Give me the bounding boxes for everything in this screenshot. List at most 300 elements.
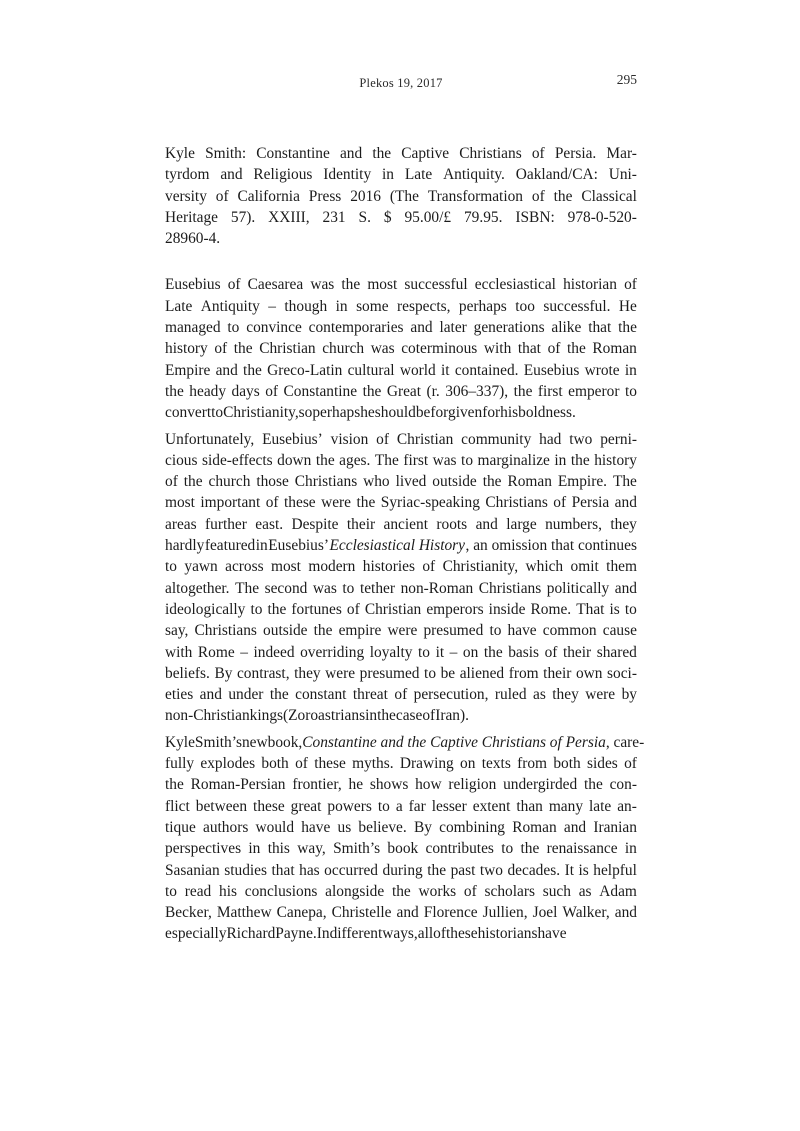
word: persecution, <box>413 686 489 704</box>
word: church <box>208 473 251 491</box>
word: has <box>299 861 320 879</box>
word: these <box>445 925 478 943</box>
word: is <box>578 861 589 879</box>
word: of <box>544 643 558 661</box>
word: tyrdom <box>165 166 210 184</box>
word: of <box>346 600 360 618</box>
word: these <box>284 494 316 512</box>
word: both <box>261 755 289 773</box>
word: ideologically <box>165 600 246 618</box>
text-line <box>165 796 637 817</box>
word: book <box>387 840 419 858</box>
word: shows <box>369 776 409 794</box>
word: Rome <box>197 643 235 661</box>
word: the <box>362 382 382 400</box>
word: In <box>316 925 330 943</box>
text-line <box>165 296 637 317</box>
word: Christians <box>459 145 522 162</box>
word: it <box>441 361 450 379</box>
word: the <box>618 319 637 337</box>
word: world <box>399 361 436 379</box>
text-line <box>165 143 637 164</box>
word: in <box>624 361 637 379</box>
word: hardly <box>165 537 205 555</box>
word: past <box>450 861 476 879</box>
text-line <box>165 492 637 513</box>
text-line <box>165 753 637 774</box>
word: was <box>312 579 337 597</box>
word: Christian <box>396 430 454 448</box>
word: they <box>552 686 579 704</box>
word: of <box>624 755 637 773</box>
text-line <box>165 642 637 663</box>
word: tether <box>359 579 395 597</box>
word: Christelle <box>331 904 392 922</box>
word: days <box>231 382 260 400</box>
word: perspectives <box>165 840 242 858</box>
word: the <box>372 145 392 162</box>
word: important <box>200 494 261 512</box>
word: Despite <box>291 515 339 533</box>
word: outside <box>263 622 308 640</box>
word: tique <box>165 818 196 836</box>
word: (Zoroastrians <box>283 707 366 725</box>
word: to <box>165 882 177 900</box>
word: new <box>241 733 268 751</box>
word: would <box>255 818 295 836</box>
word: Antiquity. <box>443 166 505 184</box>
word: in <box>365 707 378 725</box>
running-head <box>165 72 637 94</box>
word: ancient <box>383 515 428 533</box>
word: in <box>248 840 261 858</box>
word: Canepa, <box>276 904 327 922</box>
word: The <box>612 473 637 491</box>
word: Smith’s <box>194 733 242 751</box>
word: and <box>410 319 433 337</box>
word: sides <box>587 755 618 773</box>
word: than <box>516 797 543 815</box>
word: Caesarea <box>247 276 304 294</box>
word: of <box>295 755 308 773</box>
word: Late <box>404 166 433 184</box>
word: Uni- <box>608 166 637 184</box>
text-line <box>165 923 637 944</box>
word: Christianity, <box>223 404 299 422</box>
word: those <box>256 473 289 491</box>
word: – <box>268 297 276 315</box>
word: Oakland/CA: <box>515 166 598 184</box>
text-line <box>165 774 637 795</box>
text-line <box>165 360 637 381</box>
text-line <box>165 620 637 641</box>
word: of <box>463 882 477 900</box>
word: The <box>374 451 399 469</box>
word: side-effects <box>202 451 273 469</box>
word: – <box>449 643 458 661</box>
word: Great <box>386 382 422 400</box>
text-line <box>165 402 637 423</box>
word: generations <box>473 319 545 337</box>
word: Captive <box>401 145 450 162</box>
word: Roman <box>512 818 557 836</box>
word: were <box>325 664 356 682</box>
word: 57). <box>230 208 256 226</box>
word: Roman <box>592 340 637 358</box>
word: Smith: <box>205 145 247 162</box>
word: of <box>376 430 389 448</box>
word: ages. <box>339 451 371 469</box>
word: to <box>211 404 224 422</box>
word: Roman <box>507 473 552 491</box>
word: from <box>508 664 539 682</box>
word: 28960-4. <box>165 230 221 248</box>
word: Christian <box>364 600 422 618</box>
word: Identity <box>323 166 372 184</box>
word: Persia. <box>554 145 597 162</box>
text-line <box>165 514 637 535</box>
word: and <box>614 494 637 512</box>
word: (r. <box>426 382 440 400</box>
word: to <box>377 797 390 815</box>
word: presumed <box>359 664 420 682</box>
word: Religious <box>253 166 313 184</box>
word: contributes <box>425 840 494 858</box>
word: history <box>165 340 208 358</box>
word: later <box>439 319 467 337</box>
word: Walker, <box>562 904 610 922</box>
word: further <box>205 515 247 533</box>
word: with <box>165 643 193 661</box>
word: The <box>235 579 260 597</box>
word: both <box>553 755 581 773</box>
word: as <box>578 882 592 900</box>
text-line <box>165 471 637 492</box>
word: these <box>253 797 285 815</box>
word: and <box>215 361 238 379</box>
word: and <box>614 579 637 597</box>
word: down <box>277 451 312 469</box>
word: flict <box>165 797 190 815</box>
word: have <box>507 622 537 640</box>
word: Iran). <box>435 707 469 725</box>
word: the <box>583 776 603 794</box>
word: in <box>624 840 637 858</box>
word: and <box>475 515 498 533</box>
word: , an omission that continues <box>465 537 637 555</box>
word: to <box>165 558 177 576</box>
word: decades. <box>507 861 561 879</box>
word: religion <box>448 776 497 794</box>
word: two <box>479 861 503 879</box>
text-line <box>165 705 637 726</box>
word: indeed <box>253 643 295 661</box>
word: he <box>348 776 364 794</box>
word: outside <box>432 473 477 491</box>
word: under <box>228 686 264 704</box>
word: to <box>624 600 637 618</box>
word: histories <box>362 558 415 576</box>
word: his <box>500 404 519 422</box>
word: they <box>294 664 321 682</box>
word: large <box>506 515 537 533</box>
word: book, <box>267 733 303 751</box>
word: the <box>356 494 376 512</box>
word: his <box>219 882 237 900</box>
word: contemporaries <box>308 319 404 337</box>
word: Transformation <box>427 187 524 205</box>
word: in <box>255 537 268 555</box>
word: read <box>184 882 212 900</box>
word: authors <box>203 818 249 836</box>
word: was <box>310 276 335 294</box>
word: heady <box>189 382 227 400</box>
word: east. <box>255 515 284 533</box>
word: combining <box>439 818 505 836</box>
word: conclusions <box>244 882 318 900</box>
word: the <box>482 473 502 491</box>
word: renaissance <box>546 840 618 858</box>
word: too <box>515 297 535 315</box>
word: Smith’s <box>333 840 381 858</box>
text-line <box>165 902 637 923</box>
text-line <box>165 450 637 471</box>
word: the <box>553 187 573 205</box>
word: say, <box>165 622 189 640</box>
text-line <box>165 381 637 402</box>
word: from <box>517 755 548 773</box>
word: the <box>165 382 184 400</box>
word: so <box>298 404 313 422</box>
word: S. <box>358 208 371 226</box>
word: first <box>403 451 429 469</box>
word: That <box>576 600 605 618</box>
word: first <box>537 382 563 400</box>
word: history <box>594 451 637 469</box>
word: Jullien, <box>482 904 528 922</box>
word: Press <box>308 187 342 205</box>
word: convince <box>246 319 302 337</box>
word: Payne. <box>275 925 317 943</box>
word: extent <box>472 797 511 815</box>
word: two <box>569 430 593 448</box>
word: of <box>394 686 408 704</box>
word: Mar- <box>606 145 637 162</box>
word: Christians <box>485 494 548 512</box>
word: Eusebius’ <box>268 537 329 555</box>
word: of <box>265 494 279 512</box>
word: It <box>564 861 574 879</box>
word: con- <box>609 776 637 794</box>
word: late <box>589 797 612 815</box>
word: Florence <box>423 904 478 922</box>
para-two-pernicious-side-effects <box>165 429 637 727</box>
word: the <box>267 600 287 618</box>
word: and <box>563 818 587 836</box>
word: the <box>570 451 590 469</box>
word: 79.95. <box>463 208 503 226</box>
word: convert <box>165 404 212 422</box>
word: in <box>554 451 567 469</box>
text-line <box>165 881 637 902</box>
word: By <box>214 664 233 682</box>
word: most <box>367 276 398 294</box>
word: Joel <box>532 904 558 922</box>
word: emperor <box>568 382 620 400</box>
word: 231 <box>322 208 346 226</box>
word: versity <box>165 187 207 205</box>
word: non-Christian <box>165 707 250 725</box>
word: to <box>418 643 431 661</box>
word: on <box>460 755 476 773</box>
word: Rome. <box>530 600 572 618</box>
word: works <box>418 882 457 900</box>
word: loyalty <box>369 643 413 661</box>
word: altogether. <box>165 579 230 597</box>
word: marginalize <box>477 451 550 469</box>
word: alike <box>551 319 582 337</box>
text-line <box>165 274 637 295</box>
word: fully <box>165 755 195 773</box>
word: them <box>606 558 637 576</box>
word: of <box>215 187 229 205</box>
word: had <box>539 430 562 448</box>
word: have <box>537 925 567 943</box>
word: Eusebius’ <box>262 430 323 448</box>
word: texts <box>481 755 511 773</box>
word: great <box>290 797 322 815</box>
word: overriding <box>300 643 365 661</box>
word: ruled <box>494 686 527 704</box>
word: of <box>531 145 545 162</box>
word: 2016 <box>350 187 381 205</box>
word: to <box>489 622 502 640</box>
word: common <box>542 622 597 640</box>
word: was <box>432 451 457 469</box>
word: across <box>225 558 264 576</box>
word: Drawing <box>399 755 454 773</box>
word: kings <box>249 707 284 725</box>
word: 95.00/£ <box>404 208 452 226</box>
word: perhaps <box>458 297 507 315</box>
word: featured <box>204 537 256 555</box>
word: be <box>440 664 456 682</box>
word: powers <box>327 797 372 815</box>
word: perhaps <box>312 404 361 422</box>
word: by <box>621 686 637 704</box>
word: Adam <box>599 882 637 900</box>
word: the <box>483 643 503 661</box>
word: and <box>199 686 222 704</box>
word: the <box>165 776 184 794</box>
word: omit <box>570 558 599 576</box>
word: California <box>237 187 300 205</box>
word: Becker, <box>165 904 212 922</box>
text-line <box>165 556 637 577</box>
word: the <box>183 473 203 491</box>
word: Antiquity <box>200 297 260 315</box>
word: most <box>165 494 195 512</box>
word: Eusebius <box>165 276 221 294</box>
text-line <box>165 317 637 338</box>
word: the <box>513 382 533 400</box>
word: Eusebius <box>523 361 580 379</box>
word: is <box>609 600 620 618</box>
word: that <box>517 340 541 358</box>
word: beliefs. <box>165 664 210 682</box>
word: basis <box>508 643 540 661</box>
word: forgiven <box>430 404 483 422</box>
word: aliened <box>459 664 505 682</box>
word: politically <box>546 579 610 597</box>
word: were <box>585 686 616 704</box>
word: myths. <box>352 755 394 773</box>
word: Constantine <box>256 145 330 162</box>
word: of <box>547 340 561 358</box>
word: the <box>391 882 411 900</box>
word: Empire <box>165 361 211 379</box>
word: during <box>382 861 423 879</box>
word: an- <box>617 797 637 815</box>
text-line <box>165 578 637 599</box>
word: these <box>314 755 346 773</box>
word: managed <box>165 319 221 337</box>
word: soci- <box>607 664 637 682</box>
word: of <box>531 187 545 205</box>
word: – <box>240 643 248 661</box>
word: cultural <box>347 361 395 379</box>
word: coterminous <box>401 340 478 358</box>
word: historian <box>563 276 617 294</box>
italic-title: Constantine and the Captive Christians of Persia <box>302 733 606 751</box>
word: Iranian <box>593 818 637 836</box>
word: some <box>356 297 389 315</box>
word: cause <box>602 622 637 640</box>
word: the <box>427 861 447 879</box>
word: of <box>165 473 178 491</box>
word: contrast, <box>236 664 290 682</box>
word: and <box>396 904 419 922</box>
word: roots <box>436 515 468 533</box>
word: Matthew <box>216 904 272 922</box>
word: threat <box>352 686 388 704</box>
word: boldness. <box>518 404 576 422</box>
word: especially <box>165 925 227 943</box>
word: (The <box>389 187 419 205</box>
word: which <box>525 558 564 576</box>
word: were <box>387 622 418 640</box>
word: cious <box>165 451 198 469</box>
word: the <box>566 340 586 358</box>
word: were <box>321 494 352 512</box>
word: the <box>243 361 262 379</box>
word: Constantine <box>283 382 358 400</box>
word: to <box>250 600 263 618</box>
word: of <box>553 494 567 512</box>
word: Sasanian <box>165 861 220 879</box>
word: way, <box>297 840 326 858</box>
word: the <box>520 840 540 858</box>
word: believe. <box>358 818 407 836</box>
word: of <box>265 382 279 400</box>
word: case <box>395 707 423 725</box>
text-line <box>165 599 637 620</box>
text-line <box>165 186 637 207</box>
text-line <box>165 228 637 249</box>
word: for <box>482 404 501 422</box>
word: Christians <box>478 579 542 597</box>
word: wrote <box>584 361 620 379</box>
